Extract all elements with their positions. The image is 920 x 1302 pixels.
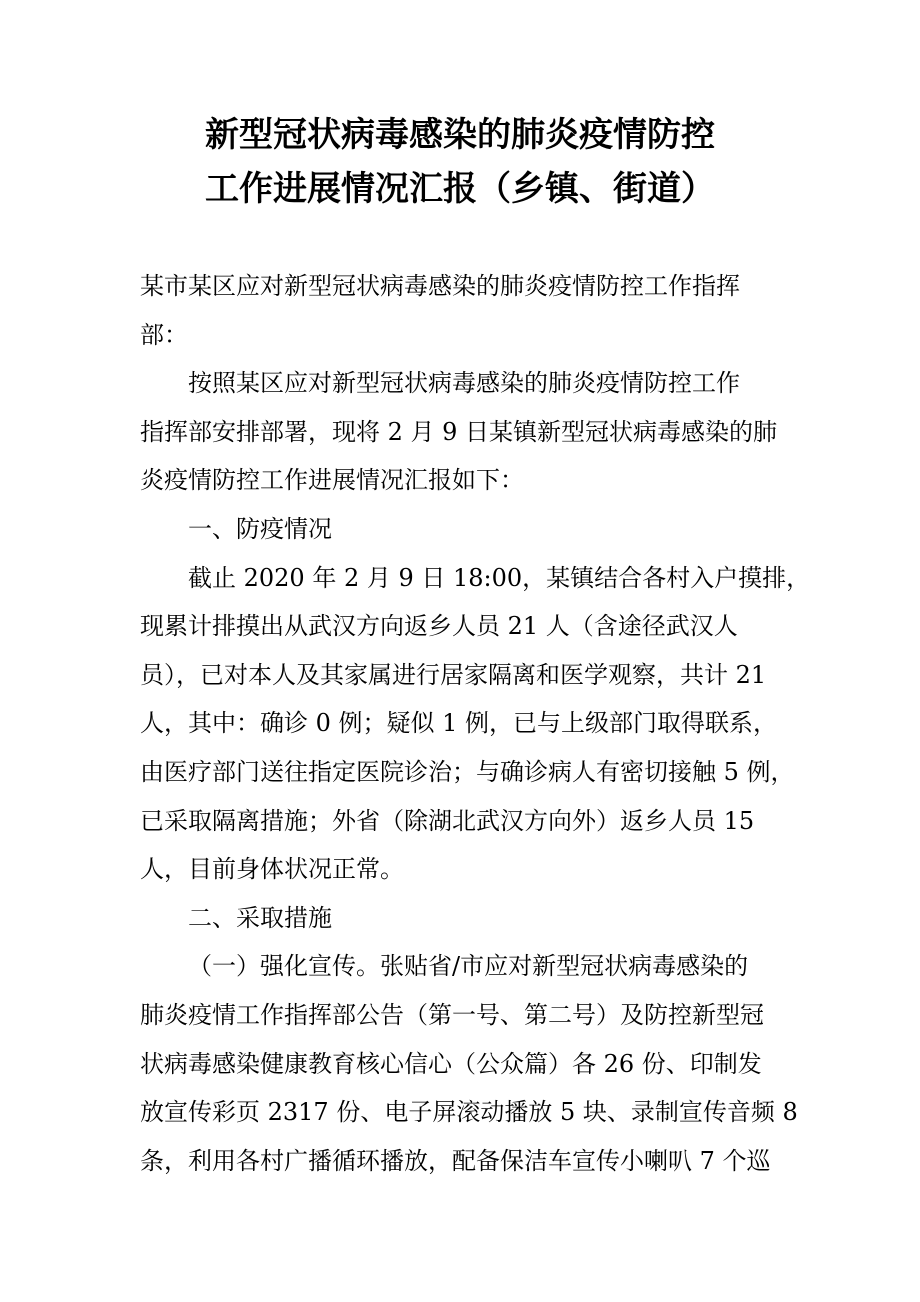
body-line: 现累计排摸出从武汉方向返乡人员 21 人（含途径武汉人 (140, 612, 738, 641)
title-line-1: 新型冠状病毒感染的肺炎疫情防控 (205, 115, 715, 155)
document-title (140, 108, 780, 216)
body-line: 放宣传彩页 2317 份、电子屏滚动播放 5 块、录制宣传音频 8 (140, 1098, 798, 1127)
body-line: 人，目前身体状况正常。 (140, 855, 404, 884)
body-line: 人，其中：确诊 0 例；疑似 1 例，已与上级部门取得联系， (140, 709, 778, 738)
body-line: （一）强化宣传。张贴省/市应对新型冠状病毒感染的 (188, 952, 749, 981)
body-line: 炎疫情防控工作进展情况汇报如下： (140, 466, 524, 495)
body-line: 肺炎疫情工作指挥部公告（第一号、第二号）及防控新型冠 (140, 1000, 764, 1029)
body-line: 已采取隔离措施；外省（除湖北武汉方向外）返乡人员 15 (140, 806, 755, 835)
body-line: 由医疗部门送往指定医院诊治；与确诊病人有密切接触 5 例， (140, 757, 795, 786)
body-line: 截止 2020 年 2 月 9 日 18:00，某镇结合各村入户摸排， (188, 563, 811, 592)
body-line: 条，利用各村广播循环播放，配备保洁车宣传小喇叭 7 个巡 (140, 1146, 771, 1175)
document-body (140, 262, 811, 1185)
body-line: 员），已对本人及其家属进行居家隔离和医学观察，共计 21 (140, 660, 767, 689)
body-line: 部： (140, 320, 188, 349)
body-line: 一、防疫情况 (188, 514, 332, 543)
body-line: 二、采取措施 (188, 903, 332, 932)
body-line: 某市某区应对新型冠状病毒感染的肺炎疫情防控工作指挥 (140, 272, 740, 300)
body-line: 指挥部安排部署，现将 2 月 9 日某镇新型冠状病毒感染的肺 (140, 417, 778, 446)
title-line-2: 工作进展情况汇报（乡镇、街道） (205, 169, 715, 209)
body-line: 按照某区应对新型冠状病毒感染的肺炎疫情防控工作 (188, 369, 740, 398)
body-line: 状病毒感染健康教育核心信心（公众篇）各 26 份、印制发 (140, 1049, 762, 1078)
